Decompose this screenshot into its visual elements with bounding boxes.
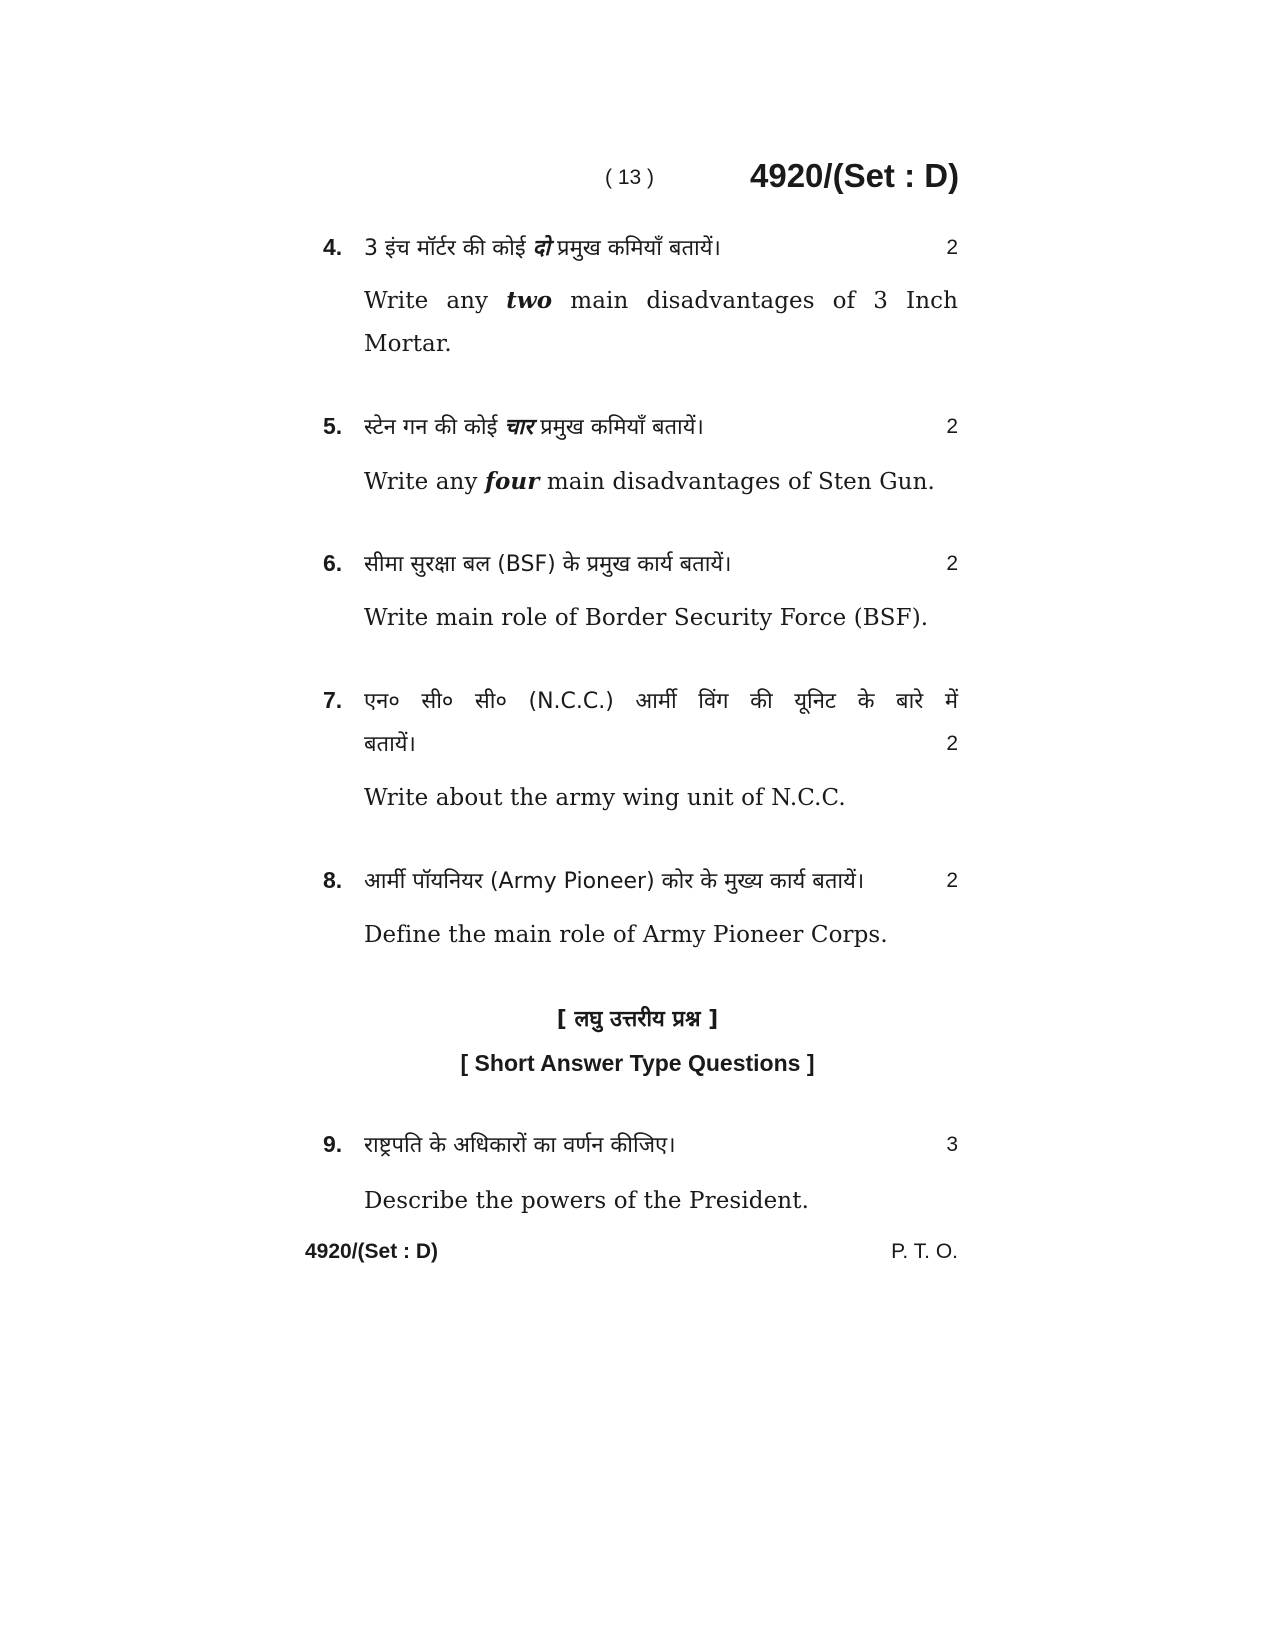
english-text: main disadvantages of 3 Inch (552, 288, 958, 314)
question-marks: 2 (946, 869, 958, 892)
question-english: Describe the powers of the President. (364, 1188, 809, 1214)
question-english-line2: Mortar. (364, 331, 452, 357)
hindi-text: 3 इंच मॉर्टर की कोई (364, 236, 533, 261)
hindi-text: प्रमुख कमियाँ बतायें। (550, 236, 721, 261)
question-hindi (364, 411, 704, 441)
question-hindi: सीमा सुरक्षा बल (BSF) के प्रमुख कार्य बतायें। (364, 552, 732, 577)
question-marks: 2 (946, 236, 958, 259)
english-text: Write any (364, 288, 507, 314)
hindi-emphasis: चार (504, 415, 534, 440)
hindi-text: प्रमुख कमियाँ बतायें। (533, 415, 704, 440)
page-number: ( 13 ) (605, 166, 655, 189)
question-english: Write about the army wing unit of N.C.C. (364, 785, 846, 811)
english-emphasis: four (484, 468, 540, 495)
footer-pto: P. T. O. (891, 1240, 958, 1263)
question-hindi (364, 232, 721, 262)
english-emphasis: two (506, 287, 553, 314)
question-marks: 2 (946, 552, 958, 575)
question-number: 5. (323, 413, 343, 439)
question-hindi: राष्ट्रपति के अधिकारों का वर्णन कीजिए। (364, 1133, 676, 1158)
question-number: 6. (323, 550, 343, 576)
question-hindi: आर्मी पॉयनियर (Army Pioneer) कोर के मुख्य कार्य बतायें। (364, 869, 865, 894)
footer-paper-code: 4920/(Set : D) (305, 1240, 439, 1263)
section-title-hindi: [ लघु उत्तरीय प्रश्न ] (556, 1007, 719, 1032)
hindi-emphasis: दो (532, 236, 551, 261)
english-text: main disadvantages of Sten Gun. (539, 469, 935, 495)
english-text: Write any (364, 469, 485, 495)
question-number: 9. (323, 1131, 343, 1157)
question-number: 8. (323, 867, 343, 893)
question-hindi-line2: बतायें। (364, 732, 416, 757)
question-marks: 2 (946, 415, 958, 438)
question-english: Write main role of Border Security Force (BSF). (364, 605, 929, 631)
header-paper-code: 4920/(Set : D) (750, 157, 960, 194)
hindi-text: स्टेन गन की कोई (364, 415, 505, 440)
question-english (364, 287, 958, 314)
question-marks: 3 (946, 1133, 958, 1156)
question-hindi: एन० सी० सी० (N.C.C.) आर्मी विंग की यूनिट के बारे में (364, 689, 958, 714)
question-english: Define the main role of Army Pioneer Corps. (364, 922, 888, 948)
section-title-english: [ Short Answer Type Questions ] (460, 1050, 815, 1076)
question-english (364, 468, 935, 495)
question-marks: 2 (946, 732, 958, 755)
question-number: 7. (323, 687, 343, 713)
question-number: 4. (323, 234, 343, 260)
